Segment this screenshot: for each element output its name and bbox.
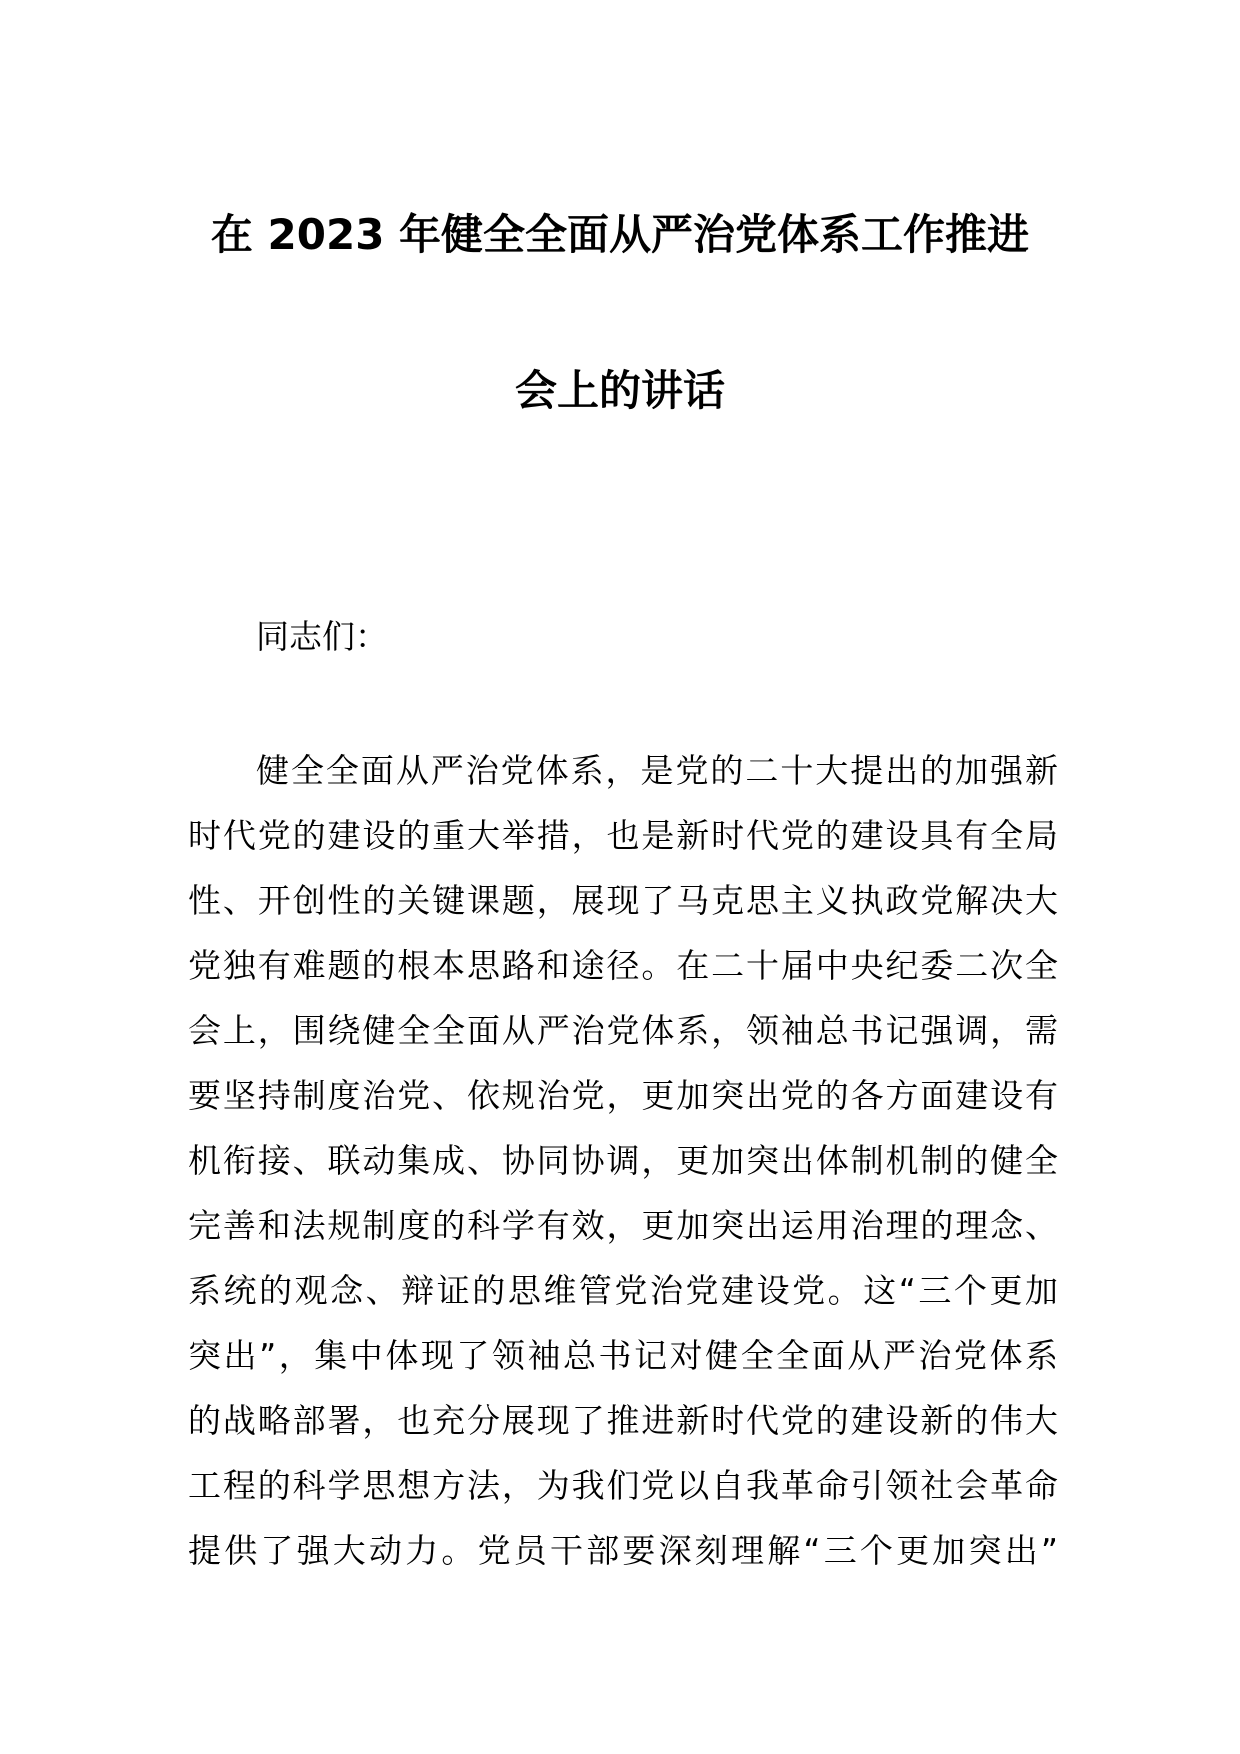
salutation: 同志们： <box>256 617 388 656</box>
body-line: 时代党的建设的重大举措，也是新时代党的建设具有全局 <box>188 816 1058 855</box>
body-paragraph <box>188 746 1058 1591</box>
title-line-2: 会上的讲话 <box>514 366 725 415</box>
body-line: 会上，围绕健全全面从严治党体系，领袖总书记强调，需 <box>188 1011 1058 1050</box>
body-line: 的战略部署，也充分展现了推进新时代党的建设新的伟大 <box>188 1401 1058 1440</box>
body-line: 系统的观念、辩证的思维管党治党建设党。这“三个更加 <box>188 1271 1058 1310</box>
body-line: 机衔接、联动集成、协同协调，更加突出体制机制的健全 <box>188 1141 1058 1180</box>
body-line: 提供了强大动力。党员干部要深刻理解“三个更加突出” <box>188 1531 1058 1570</box>
title-line-1: 在 2023 年健全全面从严治党体系工作推进 <box>210 210 1030 259</box>
body-line: 性、开创性的关键课题，展现了马克思主义执政党解决大 <box>188 881 1058 920</box>
body-line: 要坚持制度治党、依规治党，更加突出党的各方面建设有 <box>188 1076 1058 1115</box>
body-line: 健全全面从严治党体系，是党的二十大提出的加强新 <box>256 751 1058 790</box>
body-line: 党独有难题的根本思路和途径。在二十届中央纪委二次全 <box>188 946 1058 985</box>
body-line: 突出”，集中体现了领袖总书记对健全全面从严治党体系 <box>188 1336 1058 1375</box>
body-line: 完善和法规制度的科学有效，更加突出运用治理的理念、 <box>188 1206 1058 1245</box>
body-line: 工程的科学思想方法，为我们党以自我革命引领社会革命 <box>188 1466 1058 1505</box>
